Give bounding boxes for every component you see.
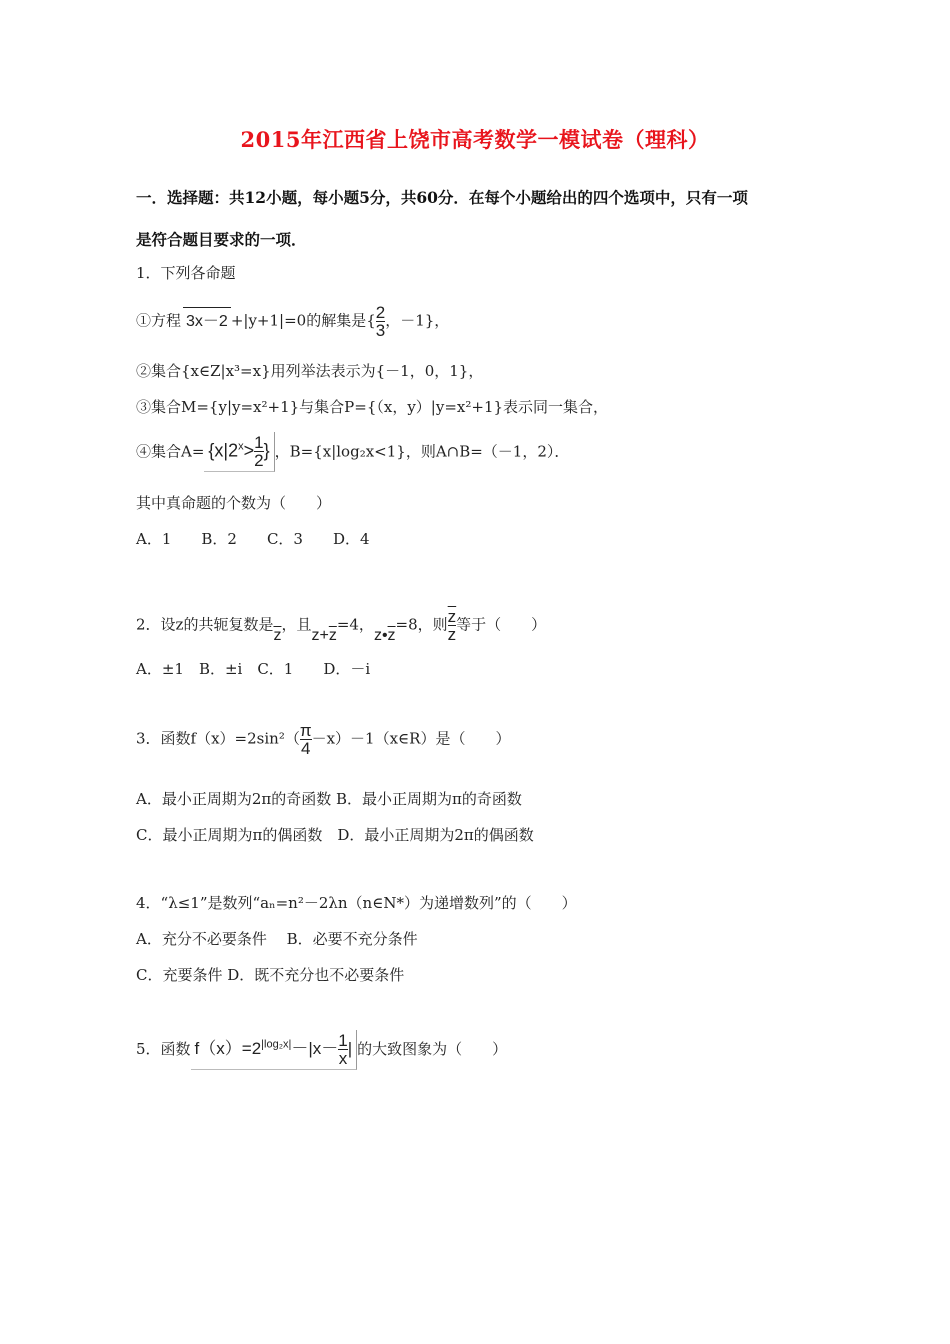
- set-a-open: {x|2: [208, 440, 239, 461]
- set-a-exponent: x: [238, 440, 244, 453]
- fraction-zbar-over-z: [448, 608, 457, 643]
- sqrt-expression: [183, 307, 231, 331]
- q3-prefix: 3．函数f（x）=2sin²（: [136, 729, 300, 748]
- q1-statement-4: [136, 432, 569, 472]
- fraction-denominator: 3: [375, 321, 386, 340]
- conjugate-z-1: $\overline{z}$: [273, 626, 282, 644]
- q2-mid-1: ，且: [281, 615, 312, 634]
- q4-options-cd: C．充要条件 D．既不充分也不必要条件: [136, 966, 405, 984]
- fraction-denominator: x: [338, 1049, 348, 1068]
- fraction-pi-over-4: [300, 722, 312, 757]
- fraction-numerator: 1: [254, 433, 264, 452]
- function-exponent: |log₂x|: [261, 1038, 292, 1051]
- fraction-one-over-x: [338, 1032, 347, 1067]
- fraction-numerator: 2: [375, 303, 386, 322]
- function-expression: [191, 1030, 358, 1070]
- q5-prefix: 5．函数: [136, 1039, 191, 1058]
- conjugate-z-3: $\overline{z}$: [387, 626, 396, 644]
- fraction-numerator: 1: [338, 1031, 348, 1050]
- set-a-expression: [204, 432, 274, 472]
- fraction-numerator: π: [299, 721, 312, 740]
- q2-product-z: z•: [373, 626, 388, 644]
- section-header-line2: 是符合题目要求的一项．: [136, 230, 307, 249]
- q2-prefix: 2．设z的共轭复数是: [136, 615, 274, 634]
- q1-stem: 1．下列各命题: [136, 264, 236, 282]
- q5-stem: [136, 1030, 507, 1070]
- q1-statement-3: ③集合M={y|y=x²+1}与集合P={（x，y）|y=x²+1}表示同一集合，: [136, 398, 609, 416]
- exam-title: 2015年江西省上饶市高考数学一模试卷（理科）: [240, 127, 710, 152]
- q5-suffix: 的大致图象为（ ）: [357, 1039, 508, 1058]
- section-header-line1: 一．选择题：共12小题，每小题5分，共60分．在每个小题给出的四个选项中，只有一项: [136, 188, 748, 207]
- q2-sum-z: z+: [311, 626, 329, 644]
- q4-stem: 4．“λ≤1”是数列“aₙ=n²－2λn（n∈N*）为递增数列”的（ ）: [136, 894, 577, 912]
- fraction-one-half: [254, 434, 263, 469]
- q2-mid-2: =4，: [336, 615, 374, 634]
- q1-statement-2: ②集合{x∈Z|x³=x}用列举法表示为{－1，0，1}，: [136, 362, 484, 380]
- q2-sum: [311, 627, 336, 644]
- q1-options: A．1 B．2 C．3 D．4: [136, 530, 370, 548]
- q2-product: [374, 627, 396, 644]
- q1-s1-prefix: ①方程: [136, 311, 182, 330]
- fraction-denominator: 4: [300, 739, 311, 758]
- fraction-denominator: 2: [254, 451, 264, 470]
- q2-suffix: 等于（ ）: [456, 615, 547, 634]
- q1-s4-suffix: ，B={x|log₂x<1}，则A∩B=（－1，2）．: [274, 442, 570, 461]
- q1-question: 其中真命题的个数为（ ）: [136, 494, 332, 512]
- q3-suffix: －x）－1（x∈R）是（ ）: [311, 729, 511, 748]
- q1-statement-1: [136, 304, 449, 339]
- conjugate-z-2: $\overline{z}$: [328, 626, 337, 644]
- q2-mid-3: =8，则: [395, 615, 448, 634]
- q3-stem: [136, 722, 510, 757]
- q4-options-ab: A．充分不必要条件 B．必要不充分条件: [136, 930, 418, 948]
- fraction-two-thirds: [376, 304, 385, 339]
- fraction-numerator: $\overline{z}$: [447, 607, 457, 626]
- q3-options-cd: C．最小正周期为π的偶函数 D．最小正周期为2π的偶函数: [136, 826, 534, 844]
- set-a-close: }: [263, 440, 270, 461]
- q1-s1-middle: +|y+1|=0的解集是{: [230, 311, 376, 330]
- fraction-denominator: z: [447, 625, 457, 644]
- function-base: f（x）=2: [194, 1038, 262, 1058]
- q1-s1-suffix: ，－1}，: [385, 311, 450, 330]
- function-abs-open: －|x－: [291, 1038, 339, 1058]
- sqrt-radicand: 3x－2: [186, 312, 228, 330]
- function-abs-close: |: [347, 1038, 353, 1058]
- q2-options: A．±1 B．±i C．1 D．－i: [136, 660, 371, 678]
- q3-options-ab: A．最小正周期为2π的奇函数 B．最小正周期为π的奇函数: [136, 790, 522, 808]
- q1-s4-prefix: ④集合A=: [136, 442, 205, 461]
- q2-stem: [136, 608, 546, 643]
- set-a-gt: >: [243, 440, 255, 461]
